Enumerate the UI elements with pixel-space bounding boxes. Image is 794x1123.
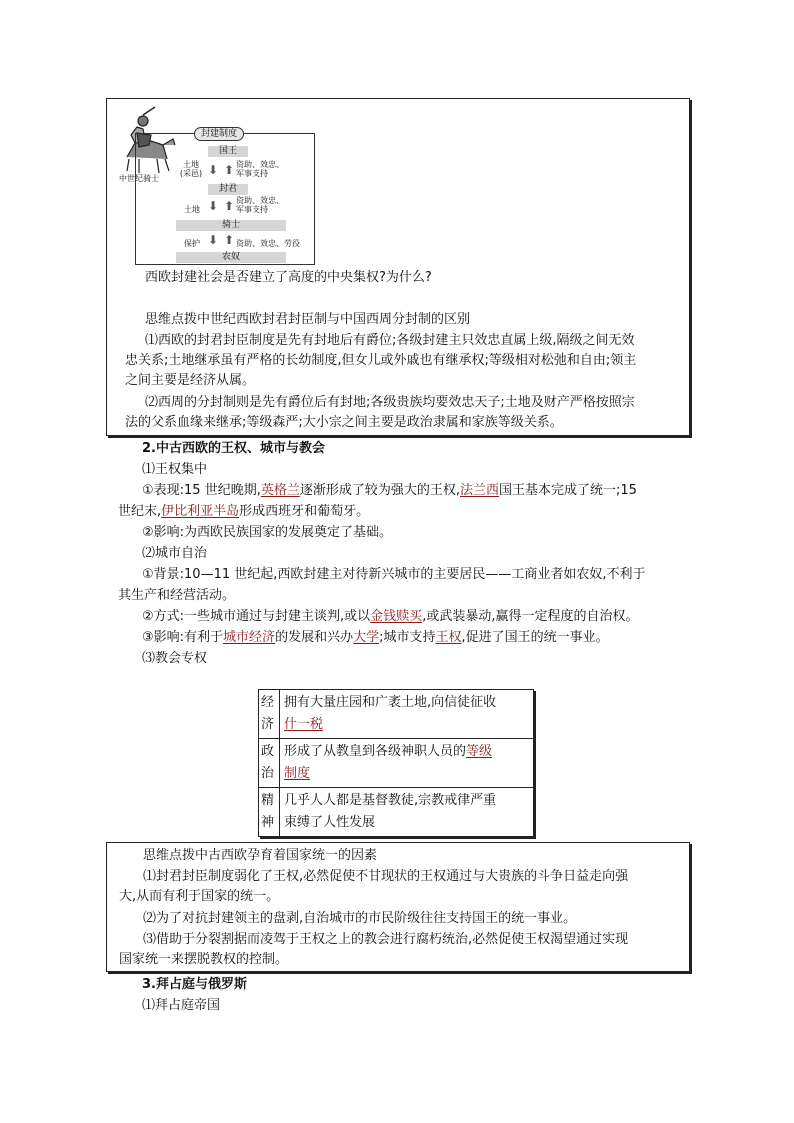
fill-blank: 英格兰 xyxy=(260,483,300,498)
paragraph-line: ③影响:有利于城市经济的发展和兴办大学;城市支持王权,促进了国王的统一事业。 xyxy=(142,630,609,645)
rank-serf: 农奴 xyxy=(176,252,286,263)
fill-blank: 伊比利亚半岛 xyxy=(161,504,240,519)
fill-blank: 王权 xyxy=(435,630,462,645)
paragraph-line: 之间主要是经济从属。 xyxy=(125,373,256,388)
church-power-table xyxy=(258,689,534,837)
section-2-title: 2.中古西欧的王权、城市与教会 xyxy=(142,441,325,456)
label-protection: 保护 xyxy=(184,239,200,248)
label-support-2: 资助、效忠、 军事支持 xyxy=(236,196,284,214)
row-content: 几乎人人都是基督教徒,宗教戒律严重 束缚了人性发展 xyxy=(280,788,534,837)
fill-blank: 什一税 xyxy=(284,717,324,732)
paragraph-line: ⑶借助于分裂割据而凌驾于王权之上的教会进行腐朽统治,必然促使王权渴望通过实现 xyxy=(143,932,629,947)
fill-blank: 金钱赎买 xyxy=(370,609,423,624)
paragraph-line: 忠关系;土地继承虽有严格的长幼制度,但女儿或外戚也有继承权;等级相对松弛和自由;领主 xyxy=(125,353,637,368)
paragraph-line: ⑴西欧的封君封臣制度是先有封地后有爵位;各级封建主只效忠直属上级,隔级之间无效 xyxy=(145,333,635,348)
subsection-heading: ⑶教会专权 xyxy=(142,651,208,666)
fill-blank: 城市经济 xyxy=(223,630,276,645)
arrow-up-icon-2: ⬆ xyxy=(224,199,235,213)
paragraph-line: ②影响:为西欧民族国家的发展奠定了基础。 xyxy=(142,525,393,540)
table-row xyxy=(259,788,534,837)
row-header: 经 济 xyxy=(259,690,280,739)
rank-king: 国王 xyxy=(208,146,248,157)
feudal-system-diagram xyxy=(117,105,307,262)
row-header: 精 神 xyxy=(259,788,280,837)
subsection-heading: ⑵城市自治 xyxy=(142,546,208,561)
feudal-comparison-box xyxy=(106,98,690,436)
label-support-1: 资助、效忠、 军事支持 xyxy=(236,160,284,178)
knight-label: 中世纪骑士 xyxy=(119,174,159,183)
label-land-fief: 土地 (采邑) xyxy=(179,160,203,178)
subsection-heading: ⑴王权集中 xyxy=(142,462,208,477)
table-row xyxy=(259,690,534,739)
arrow-down-icon-2: ⬇ xyxy=(208,199,219,213)
section-3-title: 3.拜占庭与俄罗斯 xyxy=(142,977,247,992)
label-land: 土地 xyxy=(184,205,200,214)
think-point-heading: 思维点拨中古西欧孕育着国家统一的因素 xyxy=(143,848,378,863)
paragraph-line: 其生产和经营活动。 xyxy=(118,588,236,603)
arrow-up-icon: ⬆ xyxy=(224,163,235,177)
rank-knight: 骑士 xyxy=(176,220,286,231)
fill-blank: 制度 xyxy=(284,766,311,781)
paragraph-line: 世纪末,伊比利亚半岛形成西班牙和葡萄牙。 xyxy=(118,504,370,519)
unity-factors-box xyxy=(106,842,690,972)
feudal-hierarchy-frame xyxy=(135,129,315,265)
rank-lord: 封君 xyxy=(208,184,248,195)
diagram-title: 封建制度 xyxy=(194,127,244,141)
paragraph-line: 法的父系血缘来继承;等级森严;大小宗之间主要是政治隶属和家族等级关系。 xyxy=(125,415,563,430)
arrow-down-icon-3: ⬇ xyxy=(208,233,219,247)
row-content: 拥有大量庄园和广袤土地,向信徒征收 什一税 xyxy=(280,690,534,739)
question-text: 西欧封建社会是否建立了高度的中央集权?为什么? xyxy=(145,270,432,285)
fill-blank: 大学 xyxy=(353,630,380,645)
arrow-up-icon-3: ⬆ xyxy=(224,233,235,247)
paragraph-line: ⑵西周的分封制则是先有爵位后有封地;各级贵族均要效忠天子;土地及财产严格按照宗 xyxy=(145,395,635,410)
row-header: 政 治 xyxy=(259,739,280,788)
paragraph-line: ①背景:10—11 世纪起,西欧封建主对待新兴城市的主要居民——工商业者如农奴,不利于 xyxy=(142,567,646,582)
subsection-heading: ⑴拜占庭帝国 xyxy=(142,998,221,1013)
think-point-heading: 思维点拨中世纪西欧封君封臣制与中国西周分封制的区别 xyxy=(145,312,471,327)
paragraph-line: 大,从而有利于国家的统一。 xyxy=(119,889,280,904)
arrow-down-icon: ⬇ xyxy=(208,163,219,177)
row-content: 形成了从教皇到各级神职人员的等级 制度 xyxy=(280,739,534,788)
paragraph-line: 国家统一来摆脱教权的控制。 xyxy=(119,952,289,967)
paragraph-line: ①表现:15 世纪晚期,英格兰逐渐形成了较为强大的王权,法兰西国王基本完成了统一;15 xyxy=(142,483,637,498)
table-row xyxy=(259,739,534,788)
fill-blank: 等级 xyxy=(466,744,493,759)
paragraph-line: ⑴封君封臣制度弱化了王权,必然促使不甘现状的王权通过与大贵族的斗争日益走向强 xyxy=(143,869,629,884)
paragraph-line: ⑵为了对抗封建领主的盘剥,自治城市的市民阶级往往支持国王的统一事业。 xyxy=(143,911,577,926)
fill-blank: 法兰西 xyxy=(460,483,500,498)
label-support-3: 资助、效忠、劳役 xyxy=(236,239,300,248)
paragraph-line: ②方式:一些城市通过与封建主谈判,或以金钱赎买,或武装暴动,赢得一定程度的自治权。 xyxy=(142,609,639,624)
